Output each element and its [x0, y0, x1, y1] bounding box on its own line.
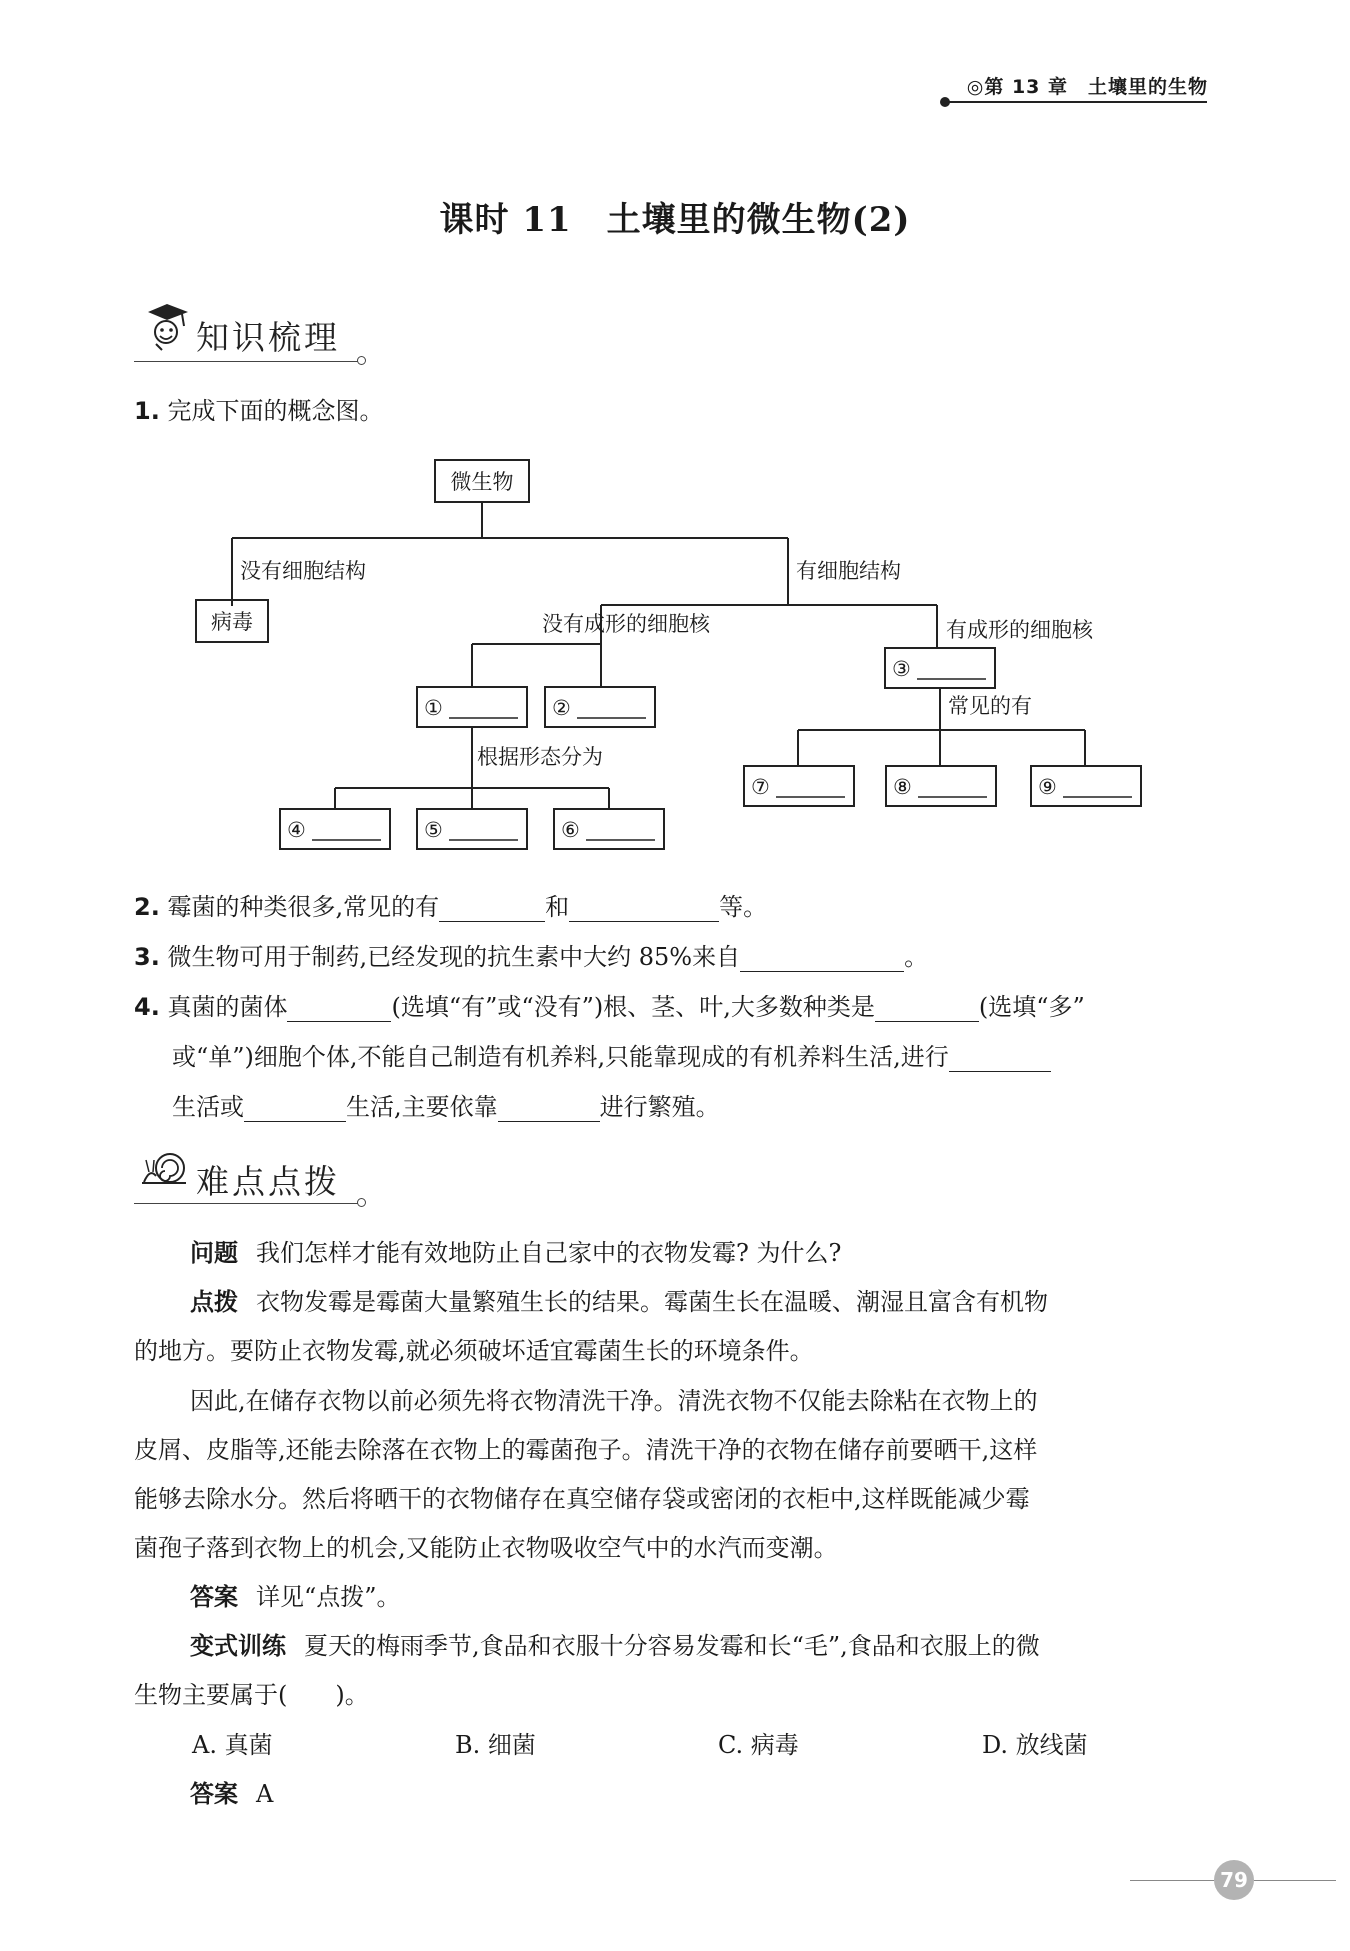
answer-blank[interactable] — [244, 1097, 346, 1122]
label-cell-structure: 有细胞结构 — [796, 559, 901, 583]
question-4-line-3 — [172, 1092, 720, 1122]
snail-icon — [140, 1146, 192, 1186]
variant-text: 夏天的梅雨季节,食品和衣服十分容易发霉和长“毛”,食品和衣服上的微 — [304, 1632, 1040, 1660]
answer-blank[interactable] — [439, 897, 545, 922]
answer-label: 答案 — [190, 1583, 238, 1611]
question-text: 生活或 — [172, 1093, 244, 1121]
node-2-label: ② — [552, 696, 571, 720]
hint-line-6: 菌孢子落到衣物上的机会,又能防止衣物吸收空气中的水汽而变潮。 — [134, 1534, 838, 1562]
question-number: 4. — [134, 993, 160, 1021]
label-by-shape: 根据形态分为 — [477, 745, 603, 769]
section-rule-end — [357, 1198, 366, 1207]
question-text: 和 — [545, 893, 570, 921]
question-text: 进行繁殖。 — [599, 1093, 720, 1121]
option-a[interactable]: A. 真菌 — [192, 1731, 273, 1759]
question-3 — [134, 942, 928, 972]
question-text: 。 — [904, 943, 929, 971]
answer-blank[interactable] — [287, 997, 391, 1022]
answer-text: 详见“点拨”。 — [256, 1583, 401, 1611]
answer-blank[interactable] — [740, 947, 904, 972]
question-2 — [134, 892, 767, 922]
answer-blank[interactable] — [498, 1097, 600, 1122]
answer-blank[interactable] — [569, 897, 719, 922]
section-rule — [134, 1203, 359, 1204]
label-common: 常见的有 — [948, 694, 1032, 718]
label-has-nucleus: 有成形的细胞核 — [946, 618, 1093, 642]
question-text: 或“单”)细胞个体,不能自己制造有机养料,只能靠现成的有机养料生活,进行 — [172, 1043, 949, 1071]
option-c[interactable]: C. 病毒 — [718, 1731, 799, 1759]
node-6-label: ⑥ — [561, 818, 580, 842]
hint-line-5: 能够去除水分。然后将晒干的衣物储存在真空储存袋或密闭的衣柜中,这样既能减少霉 — [134, 1485, 1030, 1513]
node-7-label: ⑦ — [751, 775, 770, 799]
node-5-label: ⑤ — [424, 818, 443, 842]
chapter-header: ◎第 13 章 土壤里的生物 — [966, 76, 1208, 98]
hint-line-4: 皮屑、皮脂等,还能去除落在衣物上的霉菌孢子。清洗干净的衣物在储存前要晒干,这样 — [134, 1436, 1038, 1464]
variant-label: 变式训练 — [190, 1632, 286, 1660]
node-virus: 病毒 — [211, 610, 253, 634]
page-number: 79 — [1214, 1860, 1254, 1900]
question-text: 等。 — [719, 893, 768, 921]
hint-line-2: 的地方。要防止衣物发霉,就必须破坏适宜霉菌生长的环境条件。 — [134, 1337, 814, 1365]
label-no-cell-structure: 没有细胞结构 — [240, 559, 366, 583]
hint-line-1 — [190, 1287, 1048, 1317]
node-4-label: ④ — [287, 818, 306, 842]
node-root: 微生物 — [450, 470, 514, 494]
question-text: 生活,主要依靠 — [346, 1093, 498, 1121]
question-number: 3. — [134, 943, 160, 971]
answer-blank[interactable] — [875, 997, 979, 1022]
variant-line-1 — [190, 1631, 1040, 1661]
question-text: 霉菌的种类很多,常见的有 — [167, 893, 440, 921]
question-text: 完成下面的概念图。 — [167, 397, 384, 425]
hint-text: 衣物发霉是霉菌大量繁殖生长的结果。霉菌生长在温暖、潮湿且富含有机物 — [256, 1288, 1048, 1316]
answer-text: A — [256, 1780, 274, 1808]
page-number-rule-left — [1130, 1880, 1214, 1881]
question-4-line-1 — [134, 992, 1085, 1022]
answer-1 — [190, 1582, 401, 1612]
question-4-line-2 — [172, 1042, 1051, 1072]
question-number: 1. — [134, 397, 160, 425]
question-text: 微生物可用于制药,已经发现的抗生素中大约 85%来自 — [167, 943, 741, 971]
question-text: (选填“有”或“没有”)根、茎、叶,大多数种类是 — [391, 993, 875, 1021]
node-1-label: ① — [424, 696, 443, 720]
answer-2 — [190, 1779, 273, 1809]
question-text: (选填“多” — [978, 993, 1085, 1021]
lesson-title: 课时 11 土壤里的微生物(2) — [439, 200, 911, 240]
problem — [190, 1238, 841, 1268]
problem-text: 我们怎样才能有效地防止自己家中的衣物发霉? 为什么? — [256, 1239, 842, 1267]
section-title-knowledge: 知识梳理 — [196, 318, 340, 357]
answer-label: 答案 — [190, 1780, 238, 1808]
option-d[interactable]: D. 放线菌 — [982, 1731, 1088, 1759]
question-text: 真菌的菌体 — [167, 993, 288, 1021]
node-8-label: ⑧ — [893, 775, 912, 799]
variant-line-2: 生物主要属于( )。 — [134, 1681, 369, 1709]
label-no-nucleus: 没有成形的细胞核 — [542, 612, 710, 636]
option-b[interactable]: B. 细菌 — [455, 1731, 536, 1759]
problem-label: 问题 — [190, 1239, 238, 1267]
section-title-difficulty: 难点点拨 — [196, 1162, 340, 1201]
concept-map — [0, 0, 1350, 870]
question-number: 2. — [134, 893, 160, 921]
hint-line-3: 因此,在储存衣物以前必须先将衣物清洗干净。清洗衣物不仅能去除粘在衣物上的 — [190, 1387, 1038, 1415]
page-number-rule-right — [1254, 1880, 1336, 1881]
node-3-label: ③ — [892, 657, 911, 681]
answer-blank[interactable] — [949, 1047, 1051, 1072]
hint-label: 点拨 — [190, 1288, 238, 1316]
node-9-label: ⑨ — [1038, 775, 1057, 799]
